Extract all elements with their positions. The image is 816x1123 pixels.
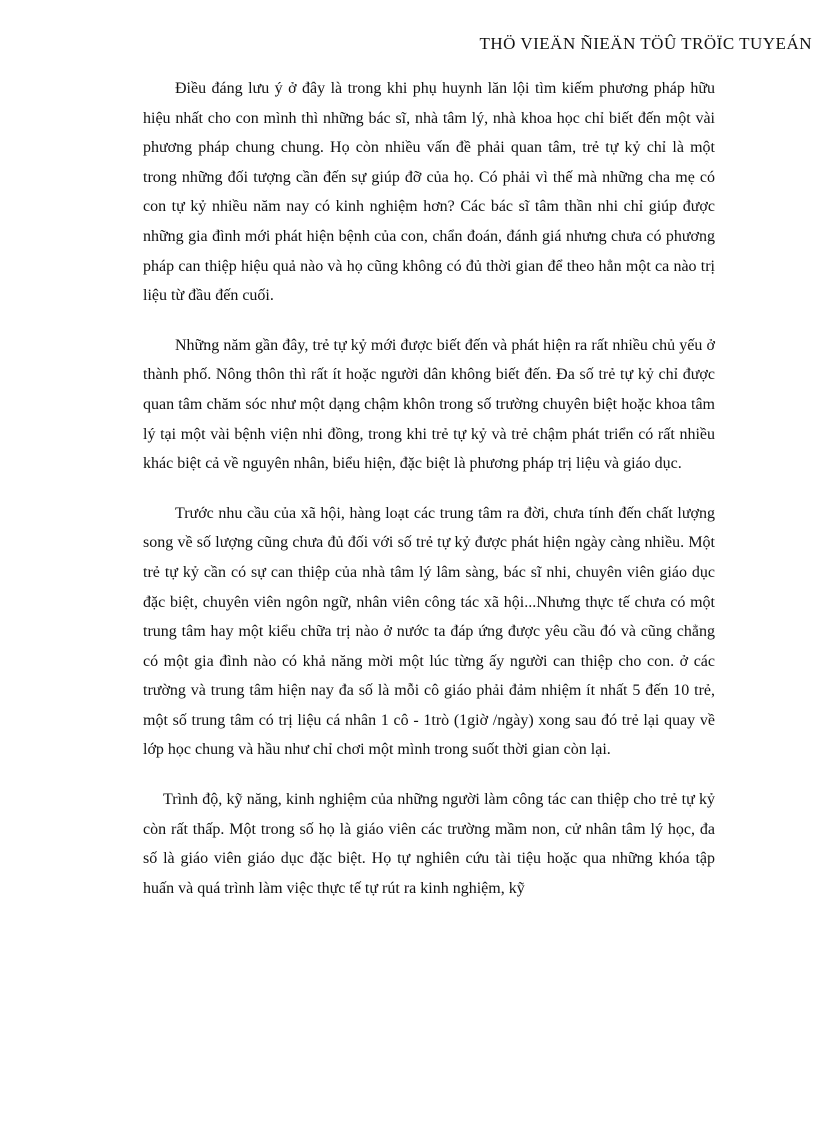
page-header: THÖ VIEÄN ÑIEÄN TÖÛ TRÖÏC TUYEÁN [479, 34, 812, 53]
paragraph-4: Trình độ, kỹ năng, kinh nghiệm của những người làm công tác can thiệp cho trẻ tự kỷ còn rất thấp. Một trong số họ là giáo viên các trường mầm non, cử nhân tâm lý học, đa số là giáo viên giáo dục đặc biệt. Họ tự nghiên cứu tài tiệu hoặc qua những khóa tập huấn và quá trình làm việc thực tế tự rút ra kinh nghiệm, kỹ [143, 791, 715, 897]
paragraph-1: Điều đáng lưu ý ở đây là trong khi phụ huynh lăn lội tìm kiếm phương pháp hữu hiệu nhất cho con mình thì những bác sĩ, nhà tâm lý, nhà khoa học chỉ biết đến một vài phương pháp chung chung. Họ còn nhiều vấn đề phải quan tâm, trẻ tự kỷ chỉ là một trong những đối tượng cần đến sự giúp đỡ của họ. Có phải vì thế mà những cha mẹ có con tự kỷ nhiều năm nay có kinh nghiệm hơn? Các bác sĩ tâm thần nhi chỉ giúp được những gia đình mới phát hiện bệnh của con, chẩn đoán, đánh giá nhưng chưa có phương pháp can thiệp hiệu quả nào và họ cũng không có đủ thời gian để theo hẳn một ca nào trị liệu từ đầu đến cuối. [143, 80, 715, 305]
document-body [143, 74, 715, 923]
paragraph-3: Trước nhu cầu của xã hội, hàng loạt các trung tâm ra đời, chưa tính đến chất lượng song về số lượng cũng chưa đủ đối với số trẻ tự kỷ được phát hiện ngày càng nhiều. Một trẻ tự kỷ cần có sự can thiệp của nhà tâm lý lâm sàng, bác sĩ nhi, chuyên viên giáo dục đặc biệt, chuyên viên ngôn ngữ, nhân viên công tác xã hội...Nhưng thực tế chưa có một trung tâm hay một kiểu chữa trị nào ở nước ta đáp ứng được yêu cầu đó và cũng chẳng có một gia đình nào có khả năng mời một lúc từng ấy người can thiệp cho con. ở các trường và trung tâm hiện nay đa số là mỗi cô giáo phải đảm nhiệm ít nhất 5 đến 10 trẻ, một số trung tâm có trị liệu cá nhân 1 cô - 1trò (1giờ /ngày) xong sau đó trẻ lại quay về lớp học chung và hầu như chỉ chơi một mình trong suốt thời gian còn lại. [143, 504, 715, 759]
paragraph-2: Những năm gần đây, trẻ tự kỷ mới được biết đến và phát hiện ra rất nhiều chủ yếu ở thành phố. Nông thôn thì rất ít hoặc người dân không biết đến. Đa số trẻ tự kỷ chỉ được quan tâm chăm sóc như một dạng chậm khôn trong số trường chuyên biệt hoặc khoa tâm lý tại một vài bệnh viện nhi đồng, trong khi trẻ tự kỷ và trẻ chậm phát triển có rất nhiều khác biệt cả về nguyên nhân, biểu hiện, đặc biệt là phương pháp trị liệu và giáo dục. [143, 336, 715, 473]
